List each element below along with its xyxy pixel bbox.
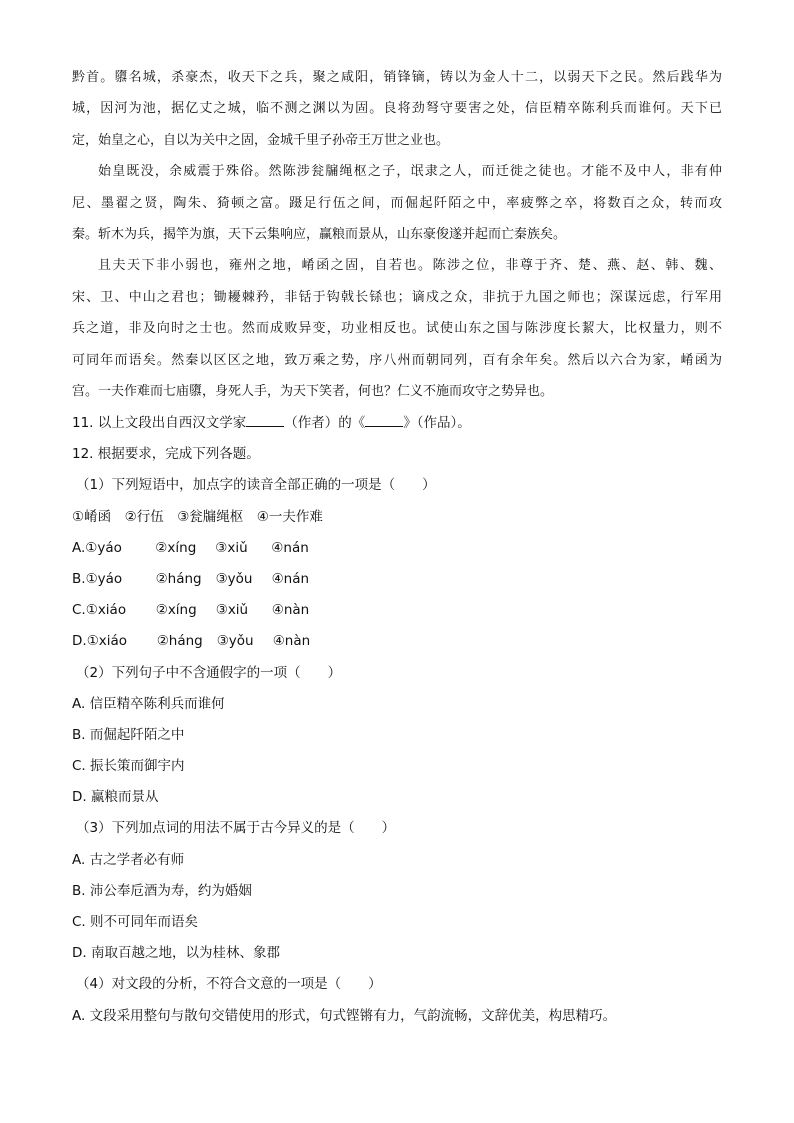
- passage-line: 可同年而语矣。然秦以区区之地，致万乘之势，序八州而朝同列，百有余年矣。然后以六合为家，崤函为: [72, 352, 722, 368]
- question-12-2-option-d[interactable]: D. 赢粮而景从: [72, 789, 159, 806]
- question-12-1-stem: （1）下列短语中，加点字的读音全部正确的一项是（ ）: [76, 477, 436, 494]
- pinyin-3: ③xiǔ: [215, 602, 249, 619]
- pinyin-4: ④nàn: [272, 633, 311, 650]
- question-12-2-option-a[interactable]: A. 信臣精卒陈利兵而谁何: [72, 695, 225, 712]
- question-12-2-option-c[interactable]: C. 振长策而御宇内: [72, 758, 185, 775]
- pinyin-2: ②xíng: [155, 602, 197, 619]
- question-12-1-option-d[interactable]: [72, 626, 732, 657]
- author-blank[interactable]: [246, 414, 284, 427]
- question-12-3-option-c[interactable]: C. 则不可同年而语矣: [72, 914, 199, 930]
- passage-line: 宫。一夫作难而七庙隳，身死人手，为天下笑者，何也？仁义不施而攻守之势异也。: [72, 383, 554, 399]
- passage-line: 尼、墨翟之贤，陶朱、猗顿之富。蹑足行伍之间，而倔起阡陌之中，率疲弊之卒，将数百之众，转而攻: [72, 195, 722, 211]
- passage-line: 且夫天下非小弱也，雍州之地，崤函之固，自若也。陈涉之位，非尊于齐、楚、燕、赵、韩、魏、: [98, 258, 722, 274]
- question-12-1-option-a[interactable]: [72, 533, 732, 564]
- passage-line: 始皇既没，余威震于殊俗。然陈涉瓮牖绳枢之子，氓隶之人，而迁徙之徒也。才能不及中人，非有仲: [98, 164, 722, 180]
- question-12-1-option-c[interactable]: [72, 595, 732, 626]
- option-label: C.: [72, 602, 86, 619]
- question-12-1-option-b[interactable]: [72, 564, 732, 595]
- option-label: B.: [72, 570, 86, 587]
- passage-line: 定，始皇之心，自以为关中之固，金城千里子孙帝王万世之业也。: [72, 132, 450, 148]
- work-blank[interactable]: [365, 414, 403, 427]
- pinyin-4: ④nàn: [271, 602, 310, 619]
- pinyin-2: ②háng: [156, 633, 203, 650]
- option-label: D.: [72, 633, 87, 650]
- question-12-title: 12. 根据要求，完成下列各题。: [72, 446, 260, 463]
- pinyin-1: ①yáo: [85, 570, 123, 587]
- pinyin-1: ①yáo: [85, 539, 122, 556]
- question-11: [72, 408, 732, 439]
- passage-line: 兵之道，非及向时之士也。然而成败异变，功业相反也。试使山东之国与陈涉度长絜大，比权量力，则不: [72, 321, 722, 337]
- question-12-4-option-a[interactable]: A. 文段采用整句与散句交错使用的形式，句式铿锵有力，气韵流畅，文辞优美，构思精巧。: [72, 1007, 617, 1024]
- question-12-2-stem: （2）下列句子中不含通假字的一项（ ）: [76, 664, 342, 681]
- pinyin-1: ①xiáo: [85, 602, 127, 619]
- question-12-3-option-d[interactable]: D. 南取百越之地，以为桂林、象郡: [72, 945, 280, 962]
- pinyin-2: ②xíng: [155, 539, 197, 556]
- question-section: [72, 408, 732, 1032]
- question-12-1-items: ①崤函 ②行伍 ③瓮牖绳枢 ④一夫作难: [72, 508, 323, 525]
- question-12-4-stem: （4）对文段的分析，不符合文意的一项是（ ）: [76, 976, 382, 993]
- passage-line: 城，因河为池，据亿丈之城，临不测之渊以为固。良将劲弩守要害之处，信臣精卒陈利兵而谁何。天下已: [72, 101, 722, 117]
- option-label: A.: [72, 539, 86, 556]
- passage-line: 宋、卫、中山之君也；锄耰棘矜，非铦于钩戟长铩也；谪戍之众，非抗于九国之师也；深谋远虑，行军用: [72, 289, 722, 305]
- question-12-3-option-b[interactable]: B. 沛公奉卮酒为寿，约为婚姻: [72, 882, 252, 899]
- pinyin-3: ③xiǔ: [215, 539, 248, 556]
- pinyin-1: ①xiáo: [86, 633, 128, 650]
- pinyin-4: ④nán: [271, 570, 310, 587]
- passage-line: 黔首。隳名城，杀豪杰，收天下之兵，聚之咸阳，销锋镝，铸以为金人十二，以弱天下之民。然后践华为: [72, 70, 722, 85]
- passage-line: 秦。斩木为兵，揭竿为旗，天下云集响应，赢粮而景从，山东豪俊遂并起而亡秦族矣。: [72, 226, 567, 242]
- pinyin-2: ②háng: [155, 570, 202, 587]
- question-12-2-option-b[interactable]: B. 而倔起阡陌之中: [72, 726, 185, 743]
- question-12-3-stem: （3）下列加点词的用法不属于古今异义的是（ ）: [76, 820, 396, 837]
- pinyin-3: ③yǒu: [215, 570, 253, 587]
- pinyin-3: ③yǒu: [216, 633, 254, 650]
- question-12-3-option-a[interactable]: A. 古之学者必有师: [72, 851, 185, 868]
- classical-passage: [72, 62, 722, 407]
- question-11-mid: （作者）的《: [284, 415, 366, 431]
- question-11-prefix: 11. 以上文段出自西汉文学家: [72, 415, 247, 431]
- question-11-suffix: 》（作品）。: [403, 415, 471, 431]
- pinyin-4: ④nán: [271, 539, 309, 556]
